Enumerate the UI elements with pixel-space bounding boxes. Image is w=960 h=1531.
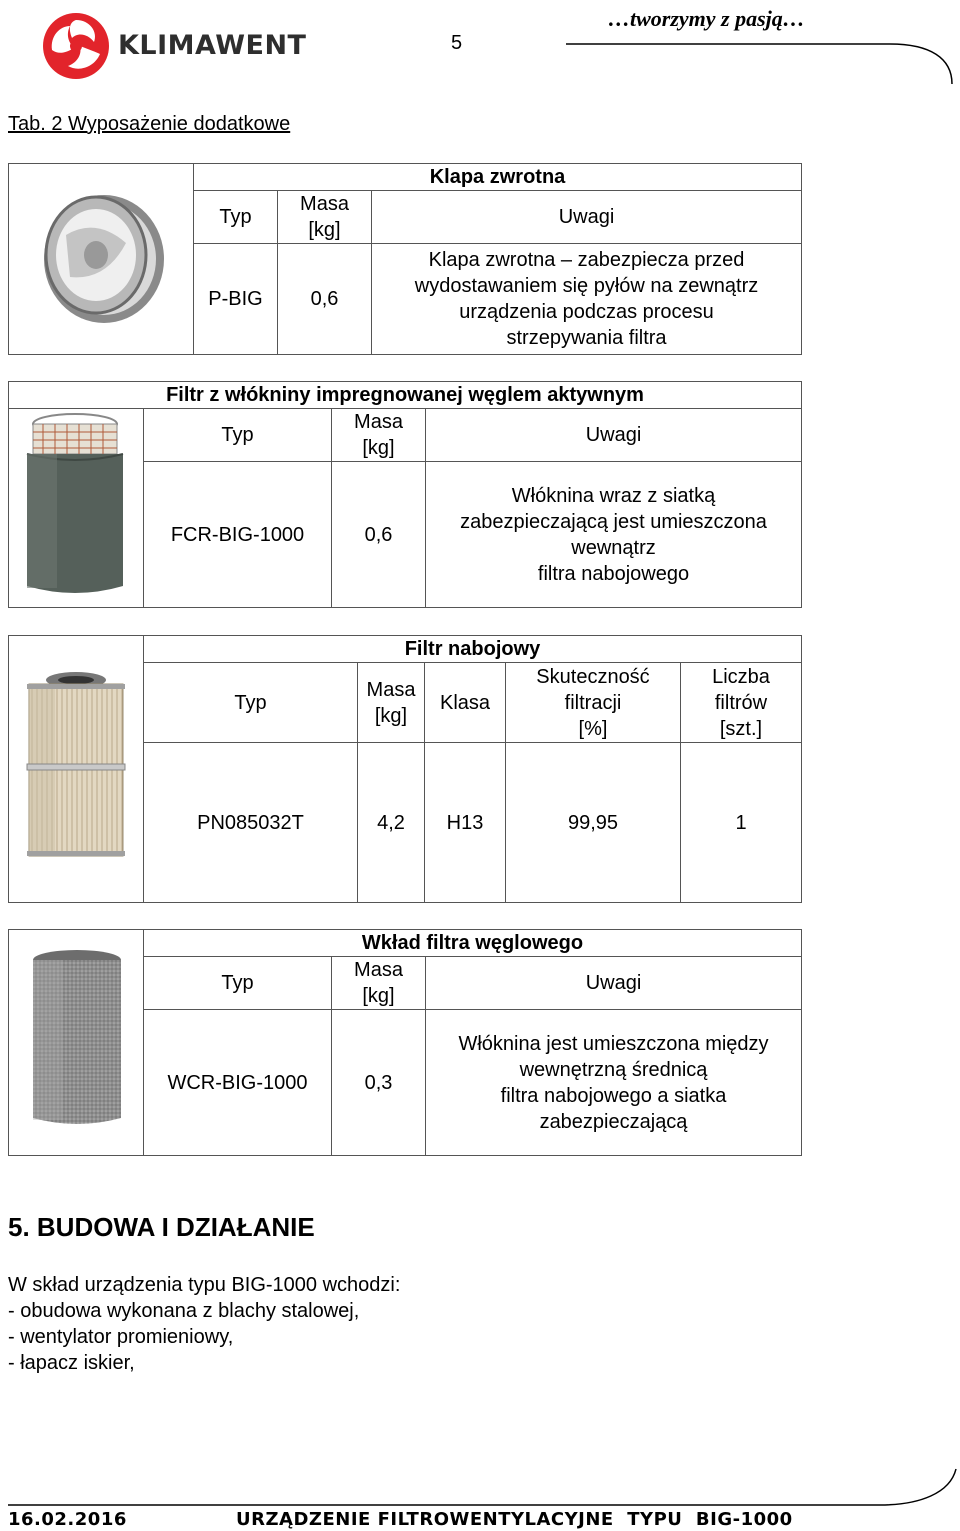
- cell-masa: 4,2: [358, 743, 425, 903]
- carbon-insert-image: [21, 946, 131, 1132]
- table-title: Filtr z włókniny impregnowanej węglem aktywnym: [9, 382, 802, 409]
- product-image-fcr: [9, 409, 144, 608]
- brand-name: KLIMAWENT: [118, 30, 307, 61]
- page-number: 5: [451, 32, 463, 54]
- header-typ: Typ: [144, 409, 332, 462]
- cell-klasa: H13: [425, 743, 506, 903]
- company-logo: [38, 10, 318, 82]
- product-image-klapa: [9, 164, 194, 355]
- table-title: Filtr nabojowy: [144, 636, 802, 663]
- header-klasa: Klasa: [425, 663, 506, 743]
- header-masa: Masa [kg]: [278, 191, 372, 244]
- header-uwagi: Uwagi: [426, 957, 802, 1010]
- header-typ: Typ: [144, 663, 358, 743]
- cell-typ: WCR-BIG-1000: [144, 1010, 332, 1156]
- header-uwagi: Uwagi: [372, 191, 802, 244]
- table-filtr-nabojowy: [8, 635, 802, 903]
- header-uwagi: Uwagi: [426, 409, 802, 462]
- cell-masa: 0,3: [332, 1010, 426, 1156]
- body-line: - wentylator promieniowy,: [8, 1326, 234, 1348]
- body-line: - łapacz iskier,: [8, 1352, 135, 1374]
- header-masa: Masa [kg]: [332, 409, 426, 462]
- product-image-wcr: [9, 930, 144, 1156]
- cartridge-filter-image: [21, 668, 131, 864]
- cell-uwagi: Włóknina wraz z siatką zabezpieczającą jest umieszczona wewnątrz filtra nabojowego: [426, 462, 802, 608]
- table-wklad-weglowy: [8, 929, 802, 1156]
- cell-typ: P-BIG: [194, 244, 278, 355]
- header-rule: [560, 38, 960, 88]
- cell-typ: FCR-BIG-1000: [144, 462, 332, 608]
- cell-typ: PN085032T: [144, 743, 358, 903]
- cell-uwagi: Klapa zwrotna – zabezpiecza przed wydostawaniem się pyłów na zewnątrz urządzenia podczas procesu strzepywania filtra: [372, 244, 802, 355]
- body-line: W skład urządzenia typu BIG-1000 wchodzi:: [8, 1274, 401, 1296]
- section-body: [8, 1272, 400, 1376]
- cell-uwagi: Włóknina jest umieszczona między wewnętrzną średnicą filtra nabojowego a siatka zabezpieczającą: [426, 1010, 802, 1156]
- carbon-filter-mesh-image: [21, 410, 131, 600]
- table-klapa-zwrotna: [8, 163, 802, 355]
- section-heading: 5. BUDOWA I DZIAŁANIE: [8, 1212, 315, 1242]
- header-masa: Masa [kg]: [332, 957, 426, 1010]
- header-typ: Typ: [144, 957, 332, 1010]
- header-liczba: Liczba filtrów [szt.]: [681, 663, 802, 743]
- table-filtr-weglowy: [8, 381, 802, 608]
- header-masa: Masa [kg]: [358, 663, 425, 743]
- product-image-nabojowy: [9, 636, 144, 903]
- table-title: Wkład filtra węglowego: [144, 930, 802, 957]
- footer-rule: [0, 1465, 960, 1510]
- slogan: …tworzymy z pasją…: [608, 6, 805, 31]
- footer-title: URZĄDZENIE FILTROWENTYLACYJNE TYPU BIG-1000: [236, 1509, 793, 1530]
- logo-mark-icon: [38, 10, 114, 82]
- cell-masa: 0,6: [278, 244, 372, 355]
- header-skutecznosc: Skuteczność filtracji [%]: [506, 663, 681, 743]
- cell-skutecznosc: 99,95: [506, 743, 681, 903]
- body-line: - obudowa wykonana z blachy stalowej,: [8, 1300, 360, 1322]
- table-title: Klapa zwrotna: [194, 164, 802, 191]
- header-typ: Typ: [194, 191, 278, 244]
- cell-liczba: 1: [681, 743, 802, 903]
- table-caption: Tab. 2 Wyposażenie dodatkowe: [8, 113, 291, 135]
- cell-masa: 0,6: [332, 462, 426, 608]
- check-valve-image: [26, 181, 176, 331]
- footer-date: 16.02.2016: [8, 1509, 127, 1530]
